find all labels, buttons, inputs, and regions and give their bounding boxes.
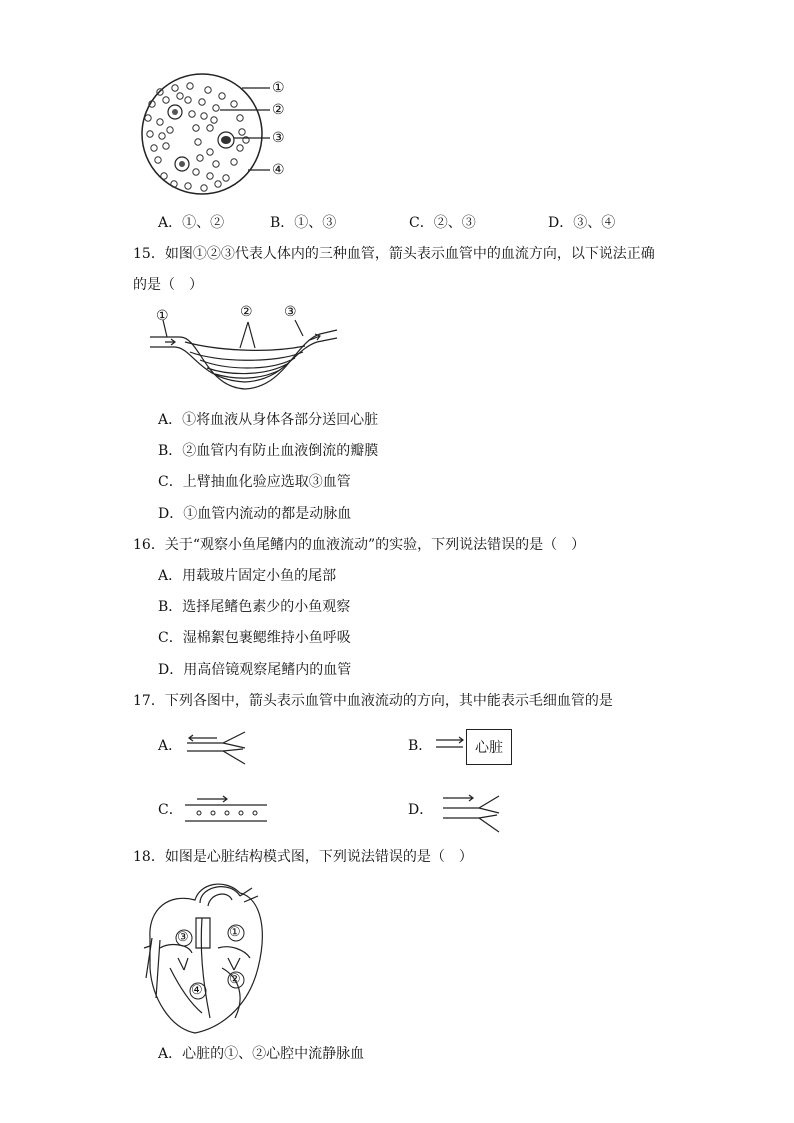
red-blood-cell — [147, 131, 153, 137]
q15-option-b[interactable]: B．②血管内有防止血液倒流的瓣膜 — [158, 443, 379, 459]
heart-label-2: ② — [229, 972, 241, 987]
red-blood-cell — [219, 93, 225, 99]
q14-option-a[interactable]: A．①、② — [158, 215, 225, 231]
red-blood-cell — [231, 101, 237, 107]
q17-option-b-letter[interactable]: B． — [408, 738, 433, 754]
red-blood-cell — [215, 181, 221, 187]
smear-label-2: ② — [272, 102, 285, 118]
vessel-label-2: ② — [240, 304, 253, 320]
q17-option-c-letter[interactable]: C． — [158, 802, 183, 818]
heart-structure-figure — [140, 878, 270, 1036]
red-blood-cell — [213, 161, 219, 167]
q17-c-capillary-figure — [183, 795, 269, 823]
red-blood-cell — [223, 175, 229, 181]
q18-stem: 18．如图是心脏结构模式图，下列说法错误的是（ ） — [133, 849, 473, 865]
heart-box — [466, 729, 512, 765]
q16-stem: 16．关于“观察小鱼尾鳍内的血液流动”的实验，下列说法错误的是（ ） — [133, 537, 586, 553]
red-blood-cell — [157, 119, 163, 125]
red-blood-cell — [239, 129, 245, 135]
heart-box-label: 心脏 — [475, 740, 503, 756]
heart-label-1: ① — [229, 925, 241, 940]
vessel-label-1: ① — [156, 308, 169, 324]
smear-label-1: ① — [272, 80, 285, 96]
red-blood-cell — [172, 85, 178, 91]
q17-option-d-letter[interactable]: D． — [408, 802, 434, 818]
heart-label-3: ③ — [177, 930, 189, 945]
q18-option-a[interactable]: A．心脏的①、②心腔中流静脉血 — [158, 1046, 365, 1062]
q16-option-b[interactable]: B．选择尾鳍色素少的小鱼观察 — [158, 599, 351, 615]
q15-stem-line1: 15．如图①②③代表人体内的三种血管，箭头表示血管中的血流方向，以下说法正确 — [133, 246, 655, 262]
red-blood-cell — [177, 93, 183, 99]
red-blood-cell — [155, 157, 161, 163]
red-blood-cell — [205, 87, 211, 93]
red-blood-cell — [163, 97, 169, 103]
red-blood-cell — [211, 117, 217, 123]
q15-option-c[interactable]: C．上臂抽血化验应选取③血管 — [158, 474, 351, 490]
red-blood-cell — [201, 113, 207, 119]
red-blood-cell — [207, 125, 213, 131]
red-blood-cell — [159, 133, 165, 139]
red-blood-cell — [207, 173, 213, 179]
q17-d-vessel-figure — [441, 794, 505, 834]
q17-a-vessel-figure — [185, 730, 255, 766]
smear-label-4: ④ — [272, 162, 285, 178]
red-blood-cell — [231, 159, 237, 165]
q14-option-d[interactable]: D．③、④ — [548, 215, 616, 231]
red-blood-cell — [207, 149, 213, 155]
smear-label-3: ③ — [272, 130, 285, 146]
vessel-label-3: ③ — [284, 304, 297, 320]
red-blood-cell — [197, 155, 203, 161]
q15-option-d[interactable]: D．①血管内流动的都是动脉血 — [158, 506, 352, 522]
q16-option-c[interactable]: C．湿棉絮包裹鳃维持小鱼呼吸 — [158, 630, 351, 646]
red-blood-cell — [193, 169, 199, 175]
q17-option-a-letter[interactable]: A． — [158, 738, 183, 754]
q17-b-arrows — [435, 734, 469, 754]
red-blood-cell — [237, 145, 243, 151]
red-blood-cell — [145, 115, 151, 121]
q16-option-a[interactable]: A．用载玻片固定小鱼的尾部 — [158, 568, 337, 584]
red-blood-cell — [195, 139, 201, 145]
red-blood-cell — [185, 97, 191, 103]
red-blood-cell — [189, 111, 195, 117]
red-blood-cell — [201, 185, 207, 191]
red-blood-cell — [213, 105, 219, 111]
red-blood-cell — [185, 183, 191, 189]
q14-option-c[interactable]: C．②、③ — [409, 215, 476, 231]
red-blood-cell — [193, 125, 199, 131]
q17-stem: 17．下列各图中，箭头表示血管中血液流动的方向，其中能表示毛细血管的是 — [133, 693, 613, 709]
red-blood-cell — [187, 83, 193, 89]
q15-option-a[interactable]: A．①将血液从身体各部分送回心脏 — [158, 412, 379, 428]
red-blood-cell — [199, 99, 205, 105]
heart-label-4: ④ — [191, 983, 203, 998]
q15-stem-line2: 的是（ ） — [133, 277, 203, 293]
red-blood-cell — [151, 145, 157, 151]
red-blood-cell — [237, 115, 243, 121]
red-blood-cell — [167, 127, 173, 133]
q14-option-b[interactable]: B．①、③ — [270, 215, 337, 231]
red-blood-cell — [163, 143, 169, 149]
q16-option-d[interactable]: D．用高倍镜观察尾鳍内的血管 — [158, 662, 352, 678]
red-blood-cell — [161, 173, 167, 179]
